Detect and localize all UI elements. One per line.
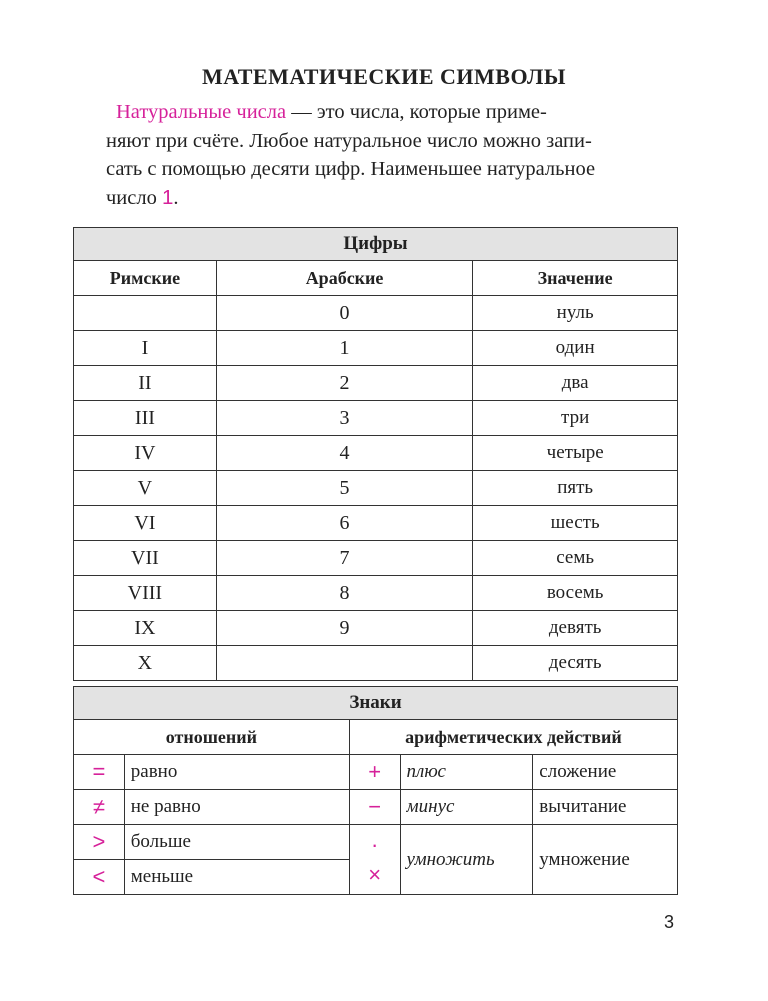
arabic-cell: 1 bbox=[216, 331, 473, 366]
table-row bbox=[74, 296, 678, 331]
intro-line-4-start: число bbox=[106, 186, 162, 209]
meaning-cell: семь bbox=[473, 541, 678, 576]
table-row bbox=[74, 825, 678, 860]
roman-cell: VIII bbox=[74, 576, 217, 611]
page-title: МАТЕМАТИЧЕСКИЕ СИМВОЛЫ bbox=[202, 64, 566, 89]
greater-than-symbol: > bbox=[74, 825, 125, 860]
intro-line-1 bbox=[106, 98, 678, 127]
arabic-cell: 3 bbox=[216, 401, 473, 436]
intro-line-2: няют при счёте. Любое натуральное число можно запи- bbox=[106, 129, 592, 152]
meaning-cell: восемь bbox=[473, 576, 678, 611]
multiply-symbols bbox=[349, 825, 400, 895]
signs-header-row bbox=[74, 720, 678, 755]
dot-symbol: · bbox=[370, 831, 379, 857]
meaning-cell: один bbox=[473, 331, 678, 366]
table-row bbox=[74, 646, 678, 681]
arabic-cell: 6 bbox=[216, 506, 473, 541]
meaning-cell: нуль bbox=[473, 296, 678, 331]
table-row bbox=[74, 790, 678, 825]
table-row bbox=[74, 366, 678, 401]
meaning-cell: девять bbox=[473, 611, 678, 646]
meaning-cell: три bbox=[473, 401, 678, 436]
intro-paragraph bbox=[106, 98, 678, 212]
header-operations: арифметических действий bbox=[349, 720, 677, 755]
header-arabic: Арабские bbox=[216, 261, 473, 296]
digits-table bbox=[73, 227, 678, 681]
header-relations: отношений bbox=[74, 720, 350, 755]
intro-line-4 bbox=[106, 184, 678, 213]
roman-cell: VII bbox=[74, 541, 217, 576]
meaning-cell: пять bbox=[473, 471, 678, 506]
meaning-cell: шесть bbox=[473, 506, 678, 541]
arabic-cell: 5 bbox=[216, 471, 473, 506]
roman-cell: X bbox=[74, 646, 217, 681]
less-than-symbol: < bbox=[74, 860, 125, 895]
relation-name: не равно bbox=[124, 790, 349, 825]
table-row bbox=[74, 611, 678, 646]
arabic-cell: 7 bbox=[216, 541, 473, 576]
equals-symbol: = bbox=[74, 755, 125, 790]
table-row bbox=[74, 436, 678, 471]
operation-action: умножение bbox=[533, 825, 678, 895]
operation-reading: умножить bbox=[400, 825, 533, 895]
signs-table bbox=[73, 686, 678, 895]
roman-cell: VI bbox=[74, 506, 217, 541]
roman-cell: IV bbox=[74, 436, 217, 471]
page-number: 3 bbox=[664, 912, 675, 932]
arabic-cell: 4 bbox=[216, 436, 473, 471]
meaning-cell: два bbox=[473, 366, 678, 401]
roman-cell bbox=[74, 296, 217, 331]
meaning-cell: четыре bbox=[473, 436, 678, 471]
table-row bbox=[74, 506, 678, 541]
minus-symbol: − bbox=[349, 790, 400, 825]
cross-symbol: × bbox=[368, 861, 382, 887]
plus-symbol: + bbox=[349, 755, 400, 790]
roman-cell: I bbox=[74, 331, 217, 366]
operation-action: сложение bbox=[533, 755, 678, 790]
operation-action: вычитание bbox=[533, 790, 678, 825]
roman-cell: V bbox=[74, 471, 217, 506]
header-roman: Римские bbox=[74, 261, 217, 296]
intro-line-3: сать с помощью десяти цифр. Наименьшее натуральное bbox=[106, 158, 596, 180]
meaning-cell: десять bbox=[473, 646, 678, 681]
signs-section-header: Знаки bbox=[74, 687, 678, 720]
arabic-cell: 0 bbox=[216, 296, 473, 331]
digits-header-row bbox=[74, 261, 678, 296]
digits-section-header: Цифры bbox=[74, 228, 678, 261]
operation-reading: плюс bbox=[400, 755, 533, 790]
roman-cell: IX bbox=[74, 611, 217, 646]
arabic-cell bbox=[216, 646, 473, 681]
roman-cell: II bbox=[74, 366, 217, 401]
roman-cell: III bbox=[74, 401, 217, 436]
smallest-number: 1 bbox=[162, 185, 174, 209]
table-row bbox=[74, 471, 678, 506]
arabic-cell: 2 bbox=[216, 366, 473, 401]
not-equals-symbol: ≠ bbox=[74, 790, 125, 825]
relation-name: равно bbox=[124, 755, 349, 790]
intro-line-1-rest: — это числа, которые приме- bbox=[286, 101, 547, 123]
term-natural-numbers: Натуральные числа bbox=[116, 101, 287, 123]
table-row bbox=[74, 541, 678, 576]
relation-name: больше bbox=[124, 825, 349, 860]
header-meaning: Значение bbox=[473, 261, 678, 296]
table-row bbox=[74, 331, 678, 366]
intro-line-4-end: . bbox=[173, 186, 179, 209]
table-row bbox=[74, 576, 678, 611]
arabic-cell: 8 bbox=[216, 576, 473, 611]
table-row bbox=[74, 401, 678, 436]
relation-name: меньше bbox=[124, 860, 349, 895]
operation-reading: минус bbox=[400, 790, 533, 825]
table-row bbox=[74, 755, 678, 790]
arabic-cell: 9 bbox=[216, 611, 473, 646]
